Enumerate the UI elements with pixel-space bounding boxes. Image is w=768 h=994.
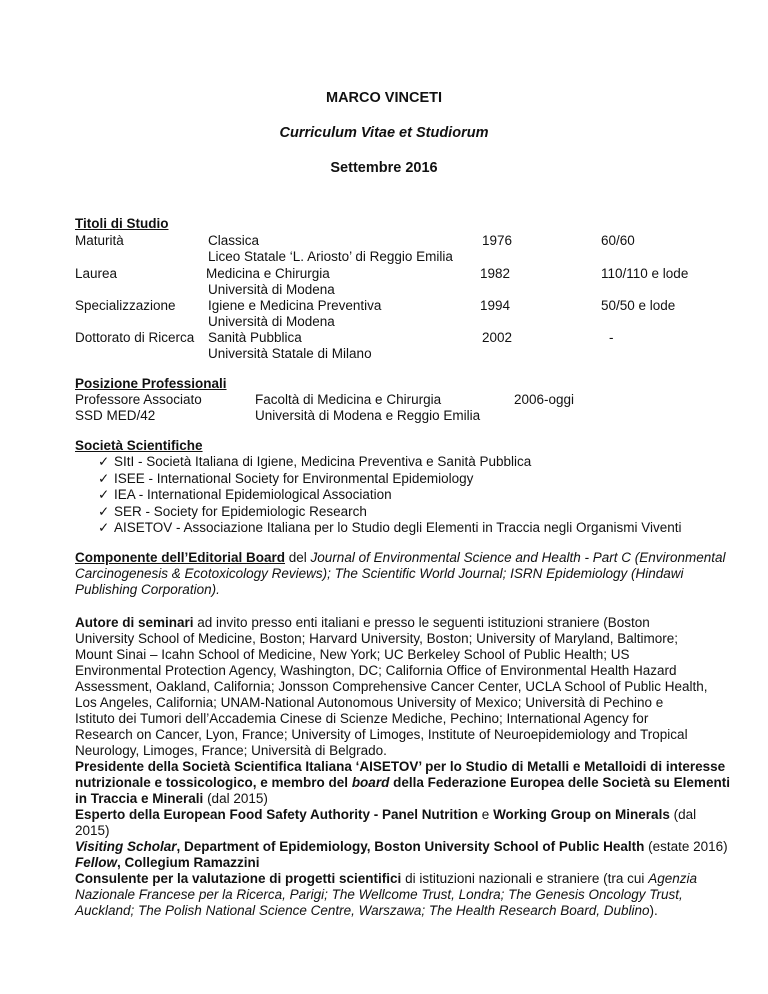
education-label: Maturità: [75, 233, 124, 248]
check-icon: ✓: [98, 470, 110, 486]
education-grade: 60/60: [601, 233, 635, 248]
education-year: 1982: [480, 266, 511, 281]
seminars-line: Neurology, Limoges, France; Università di Belgrado.: [75, 743, 387, 758]
seminars-line: Environmental Protection Agency, Washington, DC; California Office of Environmental Health Hazard: [75, 663, 677, 678]
president-line-1: Presidente della Società Scientifica Italiana ‘AISETOV’ per lo Studio di Metalli e Metalloidi di interesse: [75, 759, 726, 774]
society-list: [98, 454, 682, 537]
editorial-label: Componente dell’Editorial Board: [75, 550, 286, 565]
cv-subtitle: Curriculum Vitae et Studiorum: [279, 125, 489, 141]
education-grade: 110/110 e lode: [601, 266, 689, 281]
fellow-line: Fellow, Collegium Ramazzini: [75, 855, 260, 870]
seminars-line: University School of Medicine, Boston; Harvard University, Boston; University of Maryland, Baltimore;: [75, 631, 678, 646]
education-field: Sanità Pubblica: [208, 330, 302, 345]
education-field: Medicina e Chirurgia: [206, 266, 330, 281]
check-icon: ✓: [98, 520, 110, 535]
seminars-line: Los Angeles, California; UNAM-National Autonomous University of Mexico; Università di Pechino e: [75, 695, 664, 710]
education-label: Specializzazione: [75, 298, 176, 313]
position-role: Professore Associato: [75, 392, 202, 407]
education-grade: -: [609, 330, 614, 345]
check-icon: ✓: [98, 487, 110, 502]
seminars-line: Assessment, Oakland, California; Jonsson Comprehensive Cancer Center, UCLA School of Public Health,: [75, 679, 708, 694]
editorial-line-3: Publishing Corporation).: [75, 582, 220, 597]
seminars-line: Autore di seminari ad invito presso enti italiani e presso le seguenti istituzioni straniere (Boston: [75, 615, 650, 630]
education-year: 2002: [482, 330, 513, 345]
education-institution: Università Statale di Milano: [208, 346, 372, 361]
society-item: ✓ SER - Society for Epidemiologic Research: [98, 503, 367, 519]
cv-name: MARCO VINCETI: [326, 90, 442, 106]
position-university: Università di Modena e Reggio Emilia: [255, 408, 481, 423]
editorial-line-2: Carcinogenesis & Ecotoxicology Reviews); The Scientific World Journal; ISRN Epidemiology (Hindawi: [75, 566, 684, 581]
consultant-line-1: Consulente per la valutazione di progetti scientifici di istituzioni nazionali e straniere (tra cui Agenzia: [75, 871, 697, 886]
editorial-line-1: Componente dell’Editorial Board del Journal of Environmental Science and Health - Part C (Environmental: [75, 550, 726, 565]
seminars-label: Autore di seminari: [75, 615, 194, 630]
society-item: ✓ ISEE - International Society for Environmental Epidemiology: [98, 470, 474, 486]
seminars-line: Research on Cancer, Lyon, France; University of Limoges, Institute of Neuroepidemiology and Tropical: [75, 727, 688, 742]
education-institution: Liceo Statale ‘L. Ariosto’ di Reggio Emilia: [208, 249, 453, 264]
society-item: ✓ SItI - Società Italiana di Igiene, Medicina Preventiva e Sanità Pubblica: [98, 454, 532, 469]
society-item: ✓ AISETOV - Associazione Italiana per lo Studio degli Elementi in Traccia negli Organismi Viventi: [98, 520, 682, 535]
efsa-line-2: 2015): [75, 823, 110, 838]
societies-heading: Società Scientifiche: [75, 438, 203, 453]
position-period: 2006-oggi: [514, 392, 575, 407]
education-field: Classica: [208, 233, 260, 248]
visiting-line: Visiting Scholar, Department of Epidemiology, Boston University School of Public Health (estate 2016): [75, 839, 728, 854]
education-field: Igiene e Medicina Preventiva: [208, 298, 382, 313]
seminars-line: Istituto dei Tumori dell’Accademia Cinese di Scienze Mediche, Pechino; International Agency for: [75, 711, 649, 726]
education-heading: Titoli di Studio: [75, 216, 169, 231]
society-item: ✓ IEA - International Epidemiological Association: [98, 487, 392, 502]
education-label: Dottorato di Ricerca: [75, 330, 195, 345]
cv-date: Settembre 2016: [330, 160, 438, 176]
president-line-2: nutrizionale e tossicologico, e membro del board della Federazione Europea delle Società su Elementi: [75, 775, 730, 790]
education-institution: Università di Modena: [208, 282, 335, 297]
consultant-line-2: Nazionale Francese per la Ricerca, Parigi; The Wellcome Trust, Londra; The Genesis Oncology Trust,: [75, 887, 683, 902]
education-year: 1994: [480, 298, 511, 313]
check-icon: ✓: [98, 454, 110, 469]
position-faculty: Facoltà di Medicina e Chirurgia: [255, 392, 442, 407]
check-icon: ✓: [98, 503, 110, 519]
education-grade: 50/50 e lode: [601, 298, 676, 313]
consultant-line-3: Auckland; The Polish National Science Centre, Warszawa; The Health Research Board, Dublino).: [75, 903, 658, 918]
education-institution: Università di Modena: [208, 314, 335, 329]
seminars-line: Mount Sinai – Icahn School of Medicine, New York; UC Berkeley School of Public Health; US: [75, 647, 630, 662]
education-label: Laurea: [75, 266, 118, 281]
president-line-3: in Traccia e Minerali (dal 2015): [75, 791, 268, 806]
efsa-line-1: Esperto della European Food Safety Authority - Panel Nutrition e Working Group on Minerals (dal: [75, 807, 697, 822]
position-ssd: SSD MED/42: [75, 408, 156, 423]
education-year: 1976: [482, 233, 513, 248]
position-heading: Posizione Professionali: [75, 376, 227, 391]
